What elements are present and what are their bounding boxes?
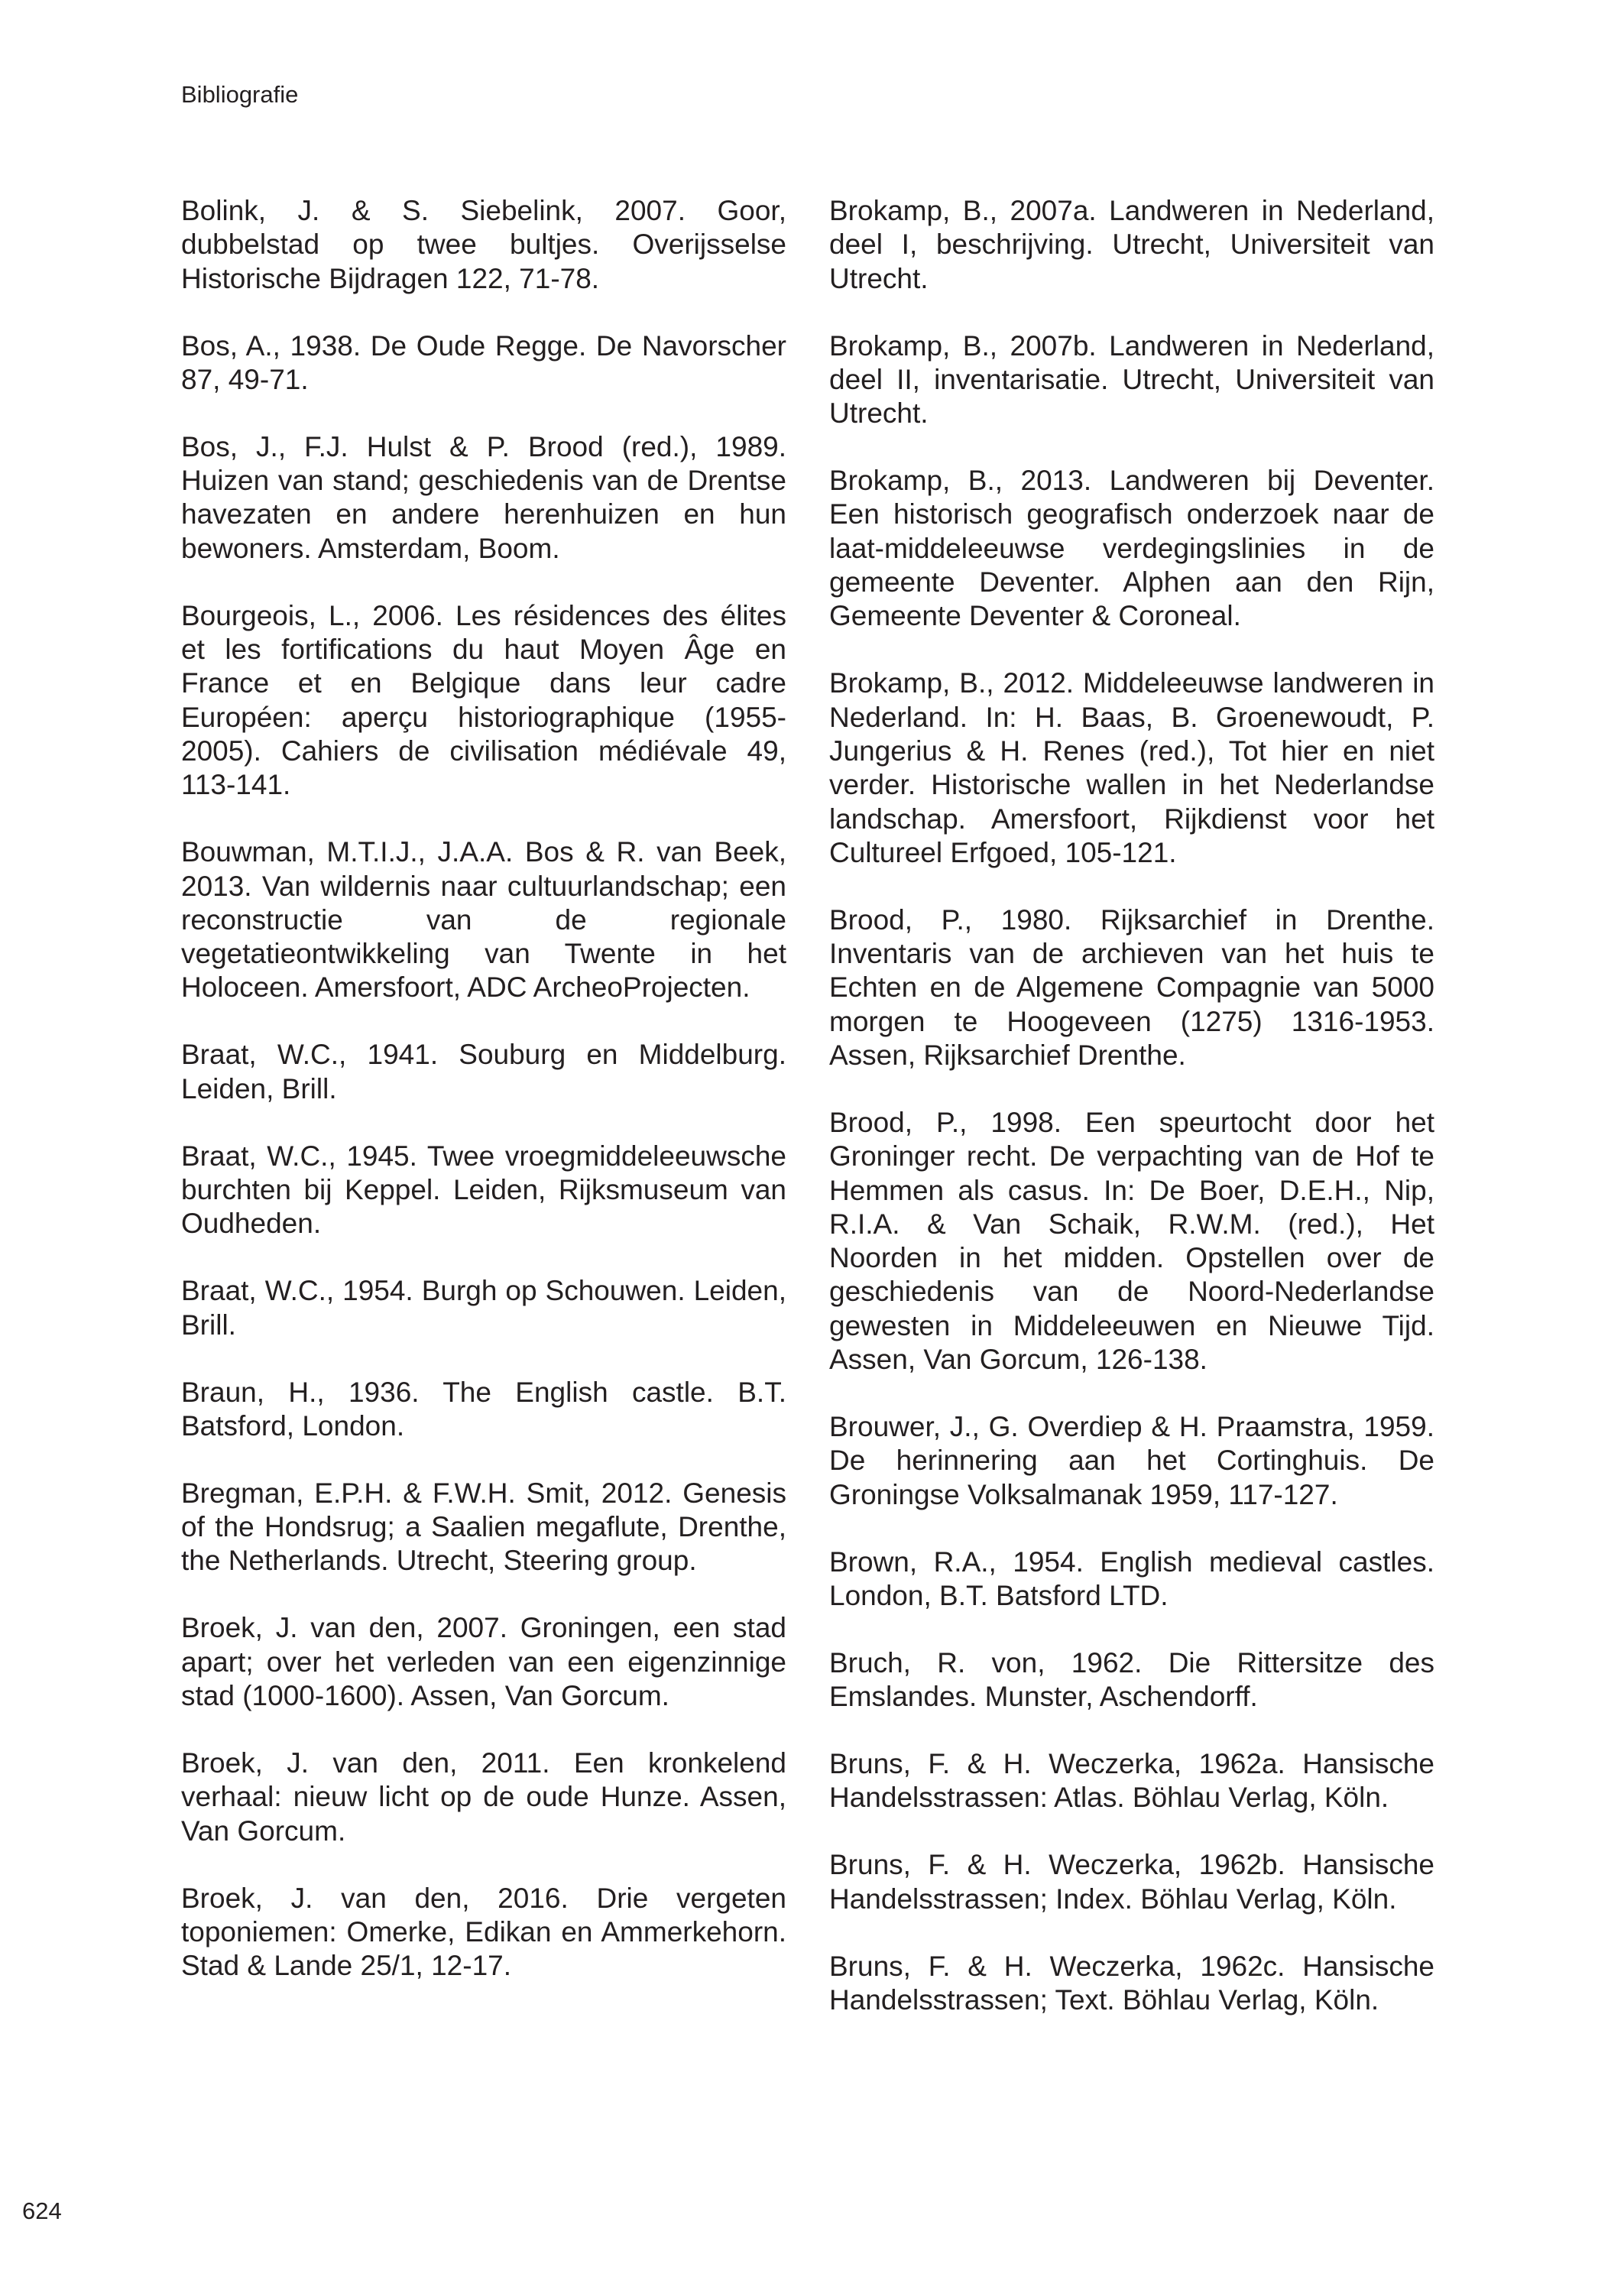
bibliography-entry: Bouwman, M.T.I.J., J.A.A. Bos & R. van Beek, 2013. Van wildernis naar cultuurlandschap; een reconstructie van de regionale vegetatieontwikkeling van Twente in het Holoceen. Amersfoort, ADC ArcheoProjecten. [181, 836, 786, 1004]
bibliography-entry: Broek, J. van den, 2011. Een kronkelend verhaal: nieuw licht op de oude Hunze. Assen, Van Gorcum. [181, 1747, 786, 1847]
bibliography-entry: Bruch, R. von, 1962. Die Rittersitze des Emslandes. Munster, Aschendorff. [829, 1646, 1434, 1713]
bibliography-entry: Brood, P., 1980. Rijksarchief in Drenthe. Inventaris van de archieven van het huis te Echten en de Algemene Compagnie van 5000 morgen te Hoogeveen (1275) 1316-1953. Assen, Rijksarchief Drenthe. [829, 903, 1434, 1071]
bibliography-entry: Brokamp, B., 2007b. Landweren in Nederland, deel II, inventarisatie. Utrecht, Universiteit van Utrecht. [829, 329, 1434, 430]
bibliography-entry: Bregman, E.P.H. & F.W.H. Smit, 2012. Genesis of the Hondsrug; a Saalien megaflute, Drenthe, the Netherlands. Utrecht, Steering group. [181, 1477, 786, 1577]
page-number: 624 [22, 2197, 62, 2224]
bibliography-entry: Bos, A., 1938. De Oude Regge. De Navorscher 87, 49-71. [181, 329, 786, 395]
bibliography-column-left [181, 194, 786, 2016]
bibliography-entry: Brokamp, B., 2012. Middeleeuwse landweren in Nederland. In: H. Baas, B. Groenewoudt, P. Jungerius & H. Renes (red.), Tot hier en niet verder. Historische wallen in het Nederlandse landschap. Amersfoort, Rijkdienst voor het Cultureel Erfgoed, 105-121. [829, 667, 1434, 868]
bibliography-entry: Broek, J. van den, 2007. Groningen, een stad apart; over het verleden van een eigenzinnige stad (1000-1600). Assen, Van Gorcum. [181, 1612, 786, 1711]
bibliography-entry: Bruns, F. & H. Weczerka, 1962c. Hansische Handelsstrassen; Text. Böhlau Verlag, Köln. [829, 1950, 1434, 2016]
bibliography-entry: Bourgeois, L., 2006. Les résidences des élites et les fortifications du haut Moyen Âge en France et en Belgique dans leur cadre Européen: aperçu historiographique (1955-2005). Cahiers de civilisation médiévale 49, 113-141. [181, 599, 786, 801]
bibliography-entry: Bruns, F. & H. Weczerka, 1962a. Hansische Handelsstrassen: Atlas. Böhlau Verlag, Köln. [829, 1748, 1434, 1814]
bibliography-entry: Broek, J. van den, 2016. Drie vergeten toponiemen: Omerke, Edikan en Ammerkehorn. Stad & Lande 25/1, 12-17. [181, 1882, 786, 1982]
bibliography-entry: Bolink, J. & S. Siebelink, 2007. Goor, dubbelstad op twee bultjes. Overijsselse Historische Bijdragen 122, 71-78. [181, 195, 786, 294]
bibliography-entry: Brokamp, B., 2007a. Landweren in Nederland, deel I, beschrijving. Utrecht, Universiteit van Utrecht. [829, 195, 1434, 294]
bibliography-entry: Braat, W.C., 1945. Twee vroegmiddeleeuwsche burchten bij Keppel. Leiden, Rijksmuseum van Oudheden. [181, 1140, 786, 1240]
bibliography-column-right [829, 194, 1434, 2051]
bibliography-entry: Brown, R.A., 1954. English medieval castles. London, B.T. Batsford LTD. [829, 1545, 1434, 1611]
bibliography-entry: Braun, H., 1936. The English castle. B.T. Batsford, London. [181, 1376, 786, 1442]
bibliography-entry: Brokamp, B., 2013. Landweren bij Deventer. Een historisch geografisch onderzoek naar de laat-middeleeuwse verdegingslinies in de gemeente Deventer. Alphen aan den Rijn, Gemeente Deventer & Coroneal. [829, 465, 1434, 632]
bibliography-entry: Braat, W.C., 1941. Souburg en Middelburg. Leiden, Brill. [181, 1039, 786, 1104]
running-header: Bibliografie [181, 81, 299, 108]
bibliography-entry: Braat, W.C., 1954. Burgh op Schouwen. Leiden, Brill. [181, 1275, 786, 1341]
bibliography-entry: Bruns, F. & H. Weczerka, 1962b. Hansische Handelsstrassen; Index. Böhlau Verlag, Köln. [829, 1849, 1434, 1915]
bibliography-entry: Brouwer, J., G. Overdiep & H. Praamstra, 1959. De herinnering aan het Cortinghuis. De Groningse Volksalmanak 1959, 117-127. [829, 1411, 1434, 1510]
bibliography-entry: Brood, P., 1998. Een speurtocht door het Groninger recht. De verpachting van de Hof te Hemmen als casus. In: De Boer, D.E.H., Nip, R.I.A. & Van Schaik, R.W.M. (red.), Het Noorden in het midden. Opstellen over de geschiedenis van de Noord-Nederlandse gewesten in Middeleeuwen en Nieuwe Tijd. Assen, Van Gorcum, 126-138. [829, 1106, 1434, 1376]
bibliography-entry: Bos, J., F.J. Hulst & P. Brood (red.), 1989. Huizen van stand; geschiedenis van de Drentse havezaten en andere herenhuizen en hun bewoners. Amsterdam, Boom. [181, 430, 786, 564]
